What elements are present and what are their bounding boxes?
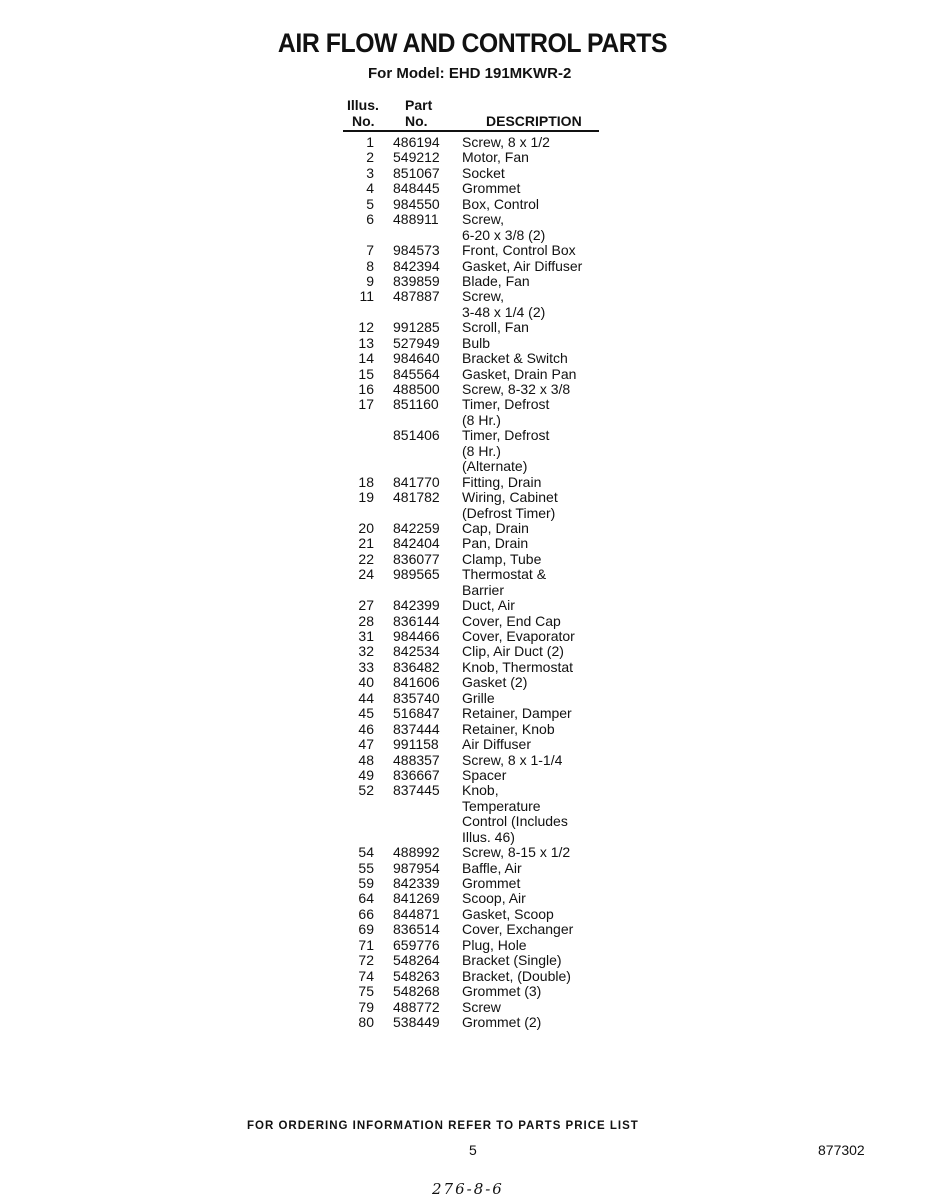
part-description — [462, 320, 529, 335]
table-row — [343, 614, 643, 629]
illus-number: 46 — [358, 720, 374, 737]
part-description — [462, 845, 570, 860]
description-line: Gasket, Drain Pan — [462, 365, 577, 382]
illus-number: 66 — [358, 905, 374, 922]
part-description — [462, 660, 573, 675]
header-part-line2: No. — [405, 113, 428, 129]
table-row — [343, 166, 643, 181]
description-line: Cap, Drain — [462, 519, 529, 536]
description-line: Plug, Hole — [462, 936, 527, 953]
illus-number: 20 — [358, 519, 374, 536]
part-description — [462, 984, 541, 999]
description-line: Temperature — [462, 797, 541, 814]
description-line: Baffle, Air — [462, 859, 522, 876]
part-description — [462, 428, 549, 474]
part-number: 659776 — [393, 936, 440, 953]
part-description — [462, 614, 561, 629]
table-row — [343, 691, 643, 706]
part-description — [462, 259, 582, 274]
part-number: 987954 — [393, 859, 440, 876]
description-line: Screw, 8 x 1-1/4 — [462, 751, 563, 768]
table-row — [343, 259, 643, 274]
illus-number: 55 — [358, 859, 374, 876]
illus-number: 75 — [358, 983, 374, 1000]
part-number: 842399 — [393, 597, 440, 614]
header-illus-line1: Illus. — [347, 97, 379, 113]
table-row — [343, 243, 643, 258]
illus-number: 80 — [358, 1013, 374, 1030]
illus-number: 22 — [358, 550, 374, 567]
part-number: 842394 — [393, 257, 440, 274]
part-number: 548263 — [393, 967, 440, 984]
table-row — [343, 598, 643, 613]
table-row — [343, 567, 643, 598]
illus-number: 40 — [358, 674, 374, 691]
page-number: 5 — [469, 1142, 477, 1158]
table-row — [343, 552, 643, 567]
table-row — [343, 382, 643, 397]
table-row — [343, 722, 643, 737]
part-description — [462, 1015, 541, 1030]
table-row — [343, 135, 643, 150]
description-line: Scroll, Fan — [462, 319, 529, 336]
table-row — [343, 675, 643, 690]
part-number: 842404 — [393, 535, 440, 552]
description-line: Cover, Evaporator — [462, 628, 575, 644]
description-line: Bracket & Switch — [462, 350, 568, 367]
description-line: Air Diffuser — [462, 736, 531, 753]
illus-number: 69 — [358, 921, 374, 938]
illus-number: 74 — [358, 967, 374, 984]
illus-number: 28 — [358, 612, 374, 629]
illus-number: 11 — [359, 288, 374, 305]
part-number: 837445 — [393, 782, 440, 799]
part-description — [462, 861, 522, 876]
description-line: (Defrost Timer) — [462, 504, 556, 521]
illus-number: 31 — [358, 628, 374, 644]
part-description — [462, 907, 554, 922]
description-line: (8 Hr.) — [462, 442, 501, 459]
illus-number: 52 — [358, 782, 374, 799]
description-line: Gasket, Air Diffuser — [462, 257, 583, 274]
description-line: Grommet — [462, 180, 521, 197]
description-line: (Alternate) — [462, 458, 528, 475]
part-description — [462, 351, 568, 366]
illus-number: 79 — [358, 998, 374, 1015]
illus-number: 59 — [358, 875, 374, 891]
part-number: 851406 — [393, 427, 440, 444]
description-line: Timer, Defrost — [462, 396, 550, 413]
part-description — [462, 675, 527, 690]
description-line: Timer, Defrost — [462, 427, 550, 444]
part-number: 527949 — [393, 334, 440, 351]
part-description — [462, 166, 505, 181]
table-row — [343, 1015, 643, 1030]
description-line: Screw, 8-32 x 3/8 — [462, 381, 571, 397]
part-number: 842339 — [393, 875, 440, 891]
document-code: 877302 — [818, 1142, 865, 1158]
description-line: Thermostat & — [462, 566, 547, 583]
description-line: 6-20 x 3/8 (2) — [462, 226, 546, 243]
illus-number: 9 — [366, 272, 374, 289]
table-row — [343, 783, 643, 845]
table-row — [343, 212, 643, 243]
part-number: 848445 — [393, 180, 440, 197]
ordering-note: FOR ORDERING INFORMATION REFER TO PARTS PRICE LIST — [247, 1120, 639, 1132]
part-description — [462, 490, 558, 521]
part-number: 841269 — [393, 890, 440, 907]
header-rule — [343, 130, 599, 132]
part-number: 991158 — [393, 736, 439, 753]
illus-number: 21 — [358, 535, 374, 552]
description-line: Barrier — [462, 581, 505, 598]
part-description — [462, 567, 546, 598]
table-row — [343, 876, 643, 891]
part-number: 851160 — [393, 396, 439, 413]
illus-number: 2 — [366, 149, 374, 166]
part-description — [462, 475, 541, 490]
part-description — [462, 521, 529, 536]
table-row — [343, 984, 643, 999]
description-line: Grille — [462, 689, 495, 706]
table-row — [343, 969, 643, 984]
table-row — [343, 706, 643, 721]
description-line: Motor, Fan — [462, 149, 529, 166]
part-description — [462, 969, 571, 984]
part-number: 841606 — [393, 674, 440, 691]
illus-number: 33 — [358, 658, 374, 675]
table-row — [343, 475, 643, 490]
part-number: 836667 — [393, 766, 440, 783]
header-part — [405, 97, 432, 129]
part-number: 991285 — [393, 319, 440, 336]
table-row — [343, 629, 643, 644]
description-line: Scoop, Air — [462, 890, 526, 907]
part-description — [462, 382, 570, 397]
description-line: Gasket (2) — [462, 674, 528, 691]
part-description — [462, 691, 495, 706]
part-description — [462, 783, 568, 845]
part-description — [462, 336, 490, 351]
description-line: Screw, 8 x 1/2 — [462, 134, 550, 150]
illus-number: 49 — [358, 766, 374, 783]
table-row — [343, 150, 643, 165]
description-line: Wiring, Cabinet — [462, 489, 558, 506]
part-number: 516847 — [393, 705, 440, 722]
page-title: AIR FLOW AND CONTROL PARTS — [277, 28, 668, 58]
part-number: 488772 — [393, 998, 440, 1015]
part-description — [462, 876, 520, 891]
description-line: Duct, Air — [462, 597, 515, 614]
part-description — [462, 768, 506, 783]
illus-number: 15 — [358, 365, 374, 382]
table-row — [343, 644, 643, 659]
part-number: 984640 — [393, 350, 440, 367]
table-row — [343, 428, 643, 474]
table-row — [343, 536, 643, 551]
description-line: (8 Hr.) — [462, 411, 501, 428]
part-number: 851067 — [393, 164, 440, 181]
table-row — [343, 891, 643, 906]
table-row — [343, 521, 643, 536]
illus-number: 64 — [358, 890, 374, 907]
illus-number: 47 — [358, 736, 374, 753]
table-row — [343, 274, 643, 289]
part-number: 488357 — [393, 751, 440, 768]
table-row — [343, 289, 643, 320]
part-description — [462, 397, 549, 428]
part-description — [462, 644, 564, 659]
illus-number: 27 — [358, 597, 374, 614]
description-line: Cover, Exchanger — [462, 921, 574, 938]
description-line: Spacer — [462, 766, 507, 783]
part-description — [462, 243, 576, 258]
part-description — [462, 181, 520, 196]
illus-number: 5 — [366, 195, 374, 212]
part-number: 984573 — [393, 242, 440, 259]
illus-number: 18 — [358, 473, 374, 490]
part-number: 836514 — [393, 921, 440, 938]
description-line: Bulb — [462, 334, 491, 351]
part-number: 488992 — [393, 844, 440, 861]
illus-number: 54 — [358, 844, 374, 861]
description-line: Blade, Fan — [462, 272, 530, 289]
illus-number: 4 — [366, 180, 374, 197]
part-number: 842259 — [393, 519, 440, 536]
description-line: Clamp, Tube — [462, 550, 542, 567]
part-description — [462, 197, 539, 212]
table-row — [343, 367, 643, 382]
part-number: 836077 — [393, 550, 440, 567]
illus-number: 7 — [366, 242, 374, 259]
part-description — [462, 629, 575, 644]
illus-number: 71 — [358, 936, 374, 953]
part-description — [462, 150, 529, 165]
description-line: Fitting, Drain — [462, 473, 542, 490]
illus-number: 1 — [366, 134, 374, 150]
table-row — [343, 320, 643, 335]
illus-number: 16 — [358, 381, 374, 397]
description-line: Knob, — [462, 782, 499, 799]
description-line: Screw — [462, 998, 501, 1015]
part-number: 836144 — [393, 612, 440, 629]
part-number: 488500 — [393, 381, 440, 397]
table-row — [343, 907, 643, 922]
part-description — [462, 536, 528, 551]
part-number: 487887 — [393, 288, 440, 305]
table-row — [343, 181, 643, 196]
part-number: 984550 — [393, 195, 440, 212]
table-row — [343, 922, 643, 937]
illus-number: 12 — [358, 319, 374, 336]
part-description — [462, 737, 531, 752]
table-row — [343, 953, 643, 968]
part-description — [462, 938, 527, 953]
part-description — [462, 891, 526, 906]
parts-table — [343, 135, 643, 1030]
header-description: DESCRIPTION — [486, 113, 582, 129]
part-description — [462, 753, 562, 768]
part-number: 549212 — [393, 149, 440, 166]
description-line: Screw, — [462, 211, 505, 228]
part-description — [462, 274, 530, 289]
description-line: Gasket, Scoop — [462, 905, 554, 922]
handwritten-note: 276-8-6 — [432, 1180, 504, 1198]
table-row — [343, 397, 643, 428]
illus-number: 19 — [358, 489, 374, 506]
illus-number: 24 — [358, 566, 374, 583]
part-number: 548268 — [393, 983, 440, 1000]
illus-number: 14 — [358, 350, 374, 367]
header-illus-line2: No. — [352, 113, 375, 129]
description-line: Bracket (Single) — [462, 952, 562, 969]
table-row — [343, 660, 643, 675]
description-line: Front, Control Box — [462, 242, 576, 259]
table-row — [343, 845, 643, 860]
description-line: Retainer, Knob — [462, 720, 555, 737]
part-description — [462, 212, 545, 243]
part-number: 488911 — [393, 211, 439, 228]
part-number: 548264 — [393, 952, 440, 969]
part-description — [462, 135, 550, 150]
header-part-line1: Part — [405, 97, 433, 113]
description-line: Screw, — [462, 288, 505, 305]
part-description — [462, 922, 573, 937]
part-description — [462, 367, 576, 382]
description-line: Screw, 8-15 x 1/2 — [462, 844, 571, 861]
illus-number: 8 — [366, 257, 374, 274]
description-line: Socket — [462, 164, 505, 181]
description-line: Control (Includes — [462, 813, 568, 830]
table-row — [343, 1000, 643, 1015]
part-number: 989565 — [393, 566, 440, 583]
part-description — [462, 953, 562, 968]
description-line: Retainer, Damper — [462, 705, 572, 722]
table-row — [343, 938, 643, 953]
description-line: Illus. 46) — [462, 828, 515, 845]
illus-number: 48 — [358, 751, 374, 768]
description-line: Grommet — [462, 875, 521, 891]
part-number: 984466 — [393, 628, 440, 644]
illus-number: 17 — [358, 396, 374, 413]
table-row — [343, 753, 643, 768]
part-number: 481782 — [393, 489, 440, 506]
description-line: Cover, End Cap — [462, 612, 561, 629]
illus-number: 13 — [358, 334, 374, 351]
illus-number: 44 — [358, 689, 374, 706]
illus-number: 72 — [358, 952, 374, 969]
part-number: 837444 — [393, 720, 440, 737]
description-line: Clip, Air Duct (2) — [462, 643, 564, 660]
part-number: 842534 — [393, 643, 440, 660]
table-row — [343, 737, 643, 752]
part-number: 486194 — [393, 134, 440, 150]
part-number: 841770 — [393, 473, 440, 490]
table-row — [343, 861, 643, 876]
table-row — [343, 490, 643, 521]
part-number: 839859 — [393, 272, 440, 289]
description-line: Box, Control — [462, 195, 540, 212]
table-row — [343, 197, 643, 212]
model-subtitle: For Model: EHD 191MKWR-2 — [368, 65, 572, 82]
part-description — [462, 289, 545, 320]
illus-number: 6 — [366, 211, 374, 228]
description-line: 3-48 x 1/4 (2) — [462, 303, 546, 320]
illus-number: 32 — [358, 643, 374, 660]
part-description — [462, 1000, 501, 1015]
illus-number: 3 — [366, 164, 374, 181]
header-illus — [347, 97, 379, 129]
part-number: 844871 — [393, 905, 440, 922]
illus-number — [343, 428, 374, 474]
table-row — [343, 336, 643, 351]
description-line: Pan, Drain — [462, 535, 529, 552]
table-row — [343, 351, 643, 366]
description-line: Grommet (2) — [462, 1013, 542, 1030]
part-description — [462, 552, 541, 567]
part-number: 835740 — [393, 689, 440, 706]
part-description — [462, 598, 515, 613]
description-line: Knob, Thermostat — [462, 658, 574, 675]
illus-number: 45 — [358, 705, 374, 722]
description-line: Grommet (3) — [462, 983, 542, 1000]
part-description — [462, 706, 572, 721]
part-number: 836482 — [393, 658, 440, 675]
part-description — [462, 722, 555, 737]
part-number: 538449 — [393, 1013, 440, 1030]
part-number: 845564 — [393, 365, 440, 382]
table-row — [343, 768, 643, 783]
description-line: Bracket, (Double) — [462, 967, 571, 984]
